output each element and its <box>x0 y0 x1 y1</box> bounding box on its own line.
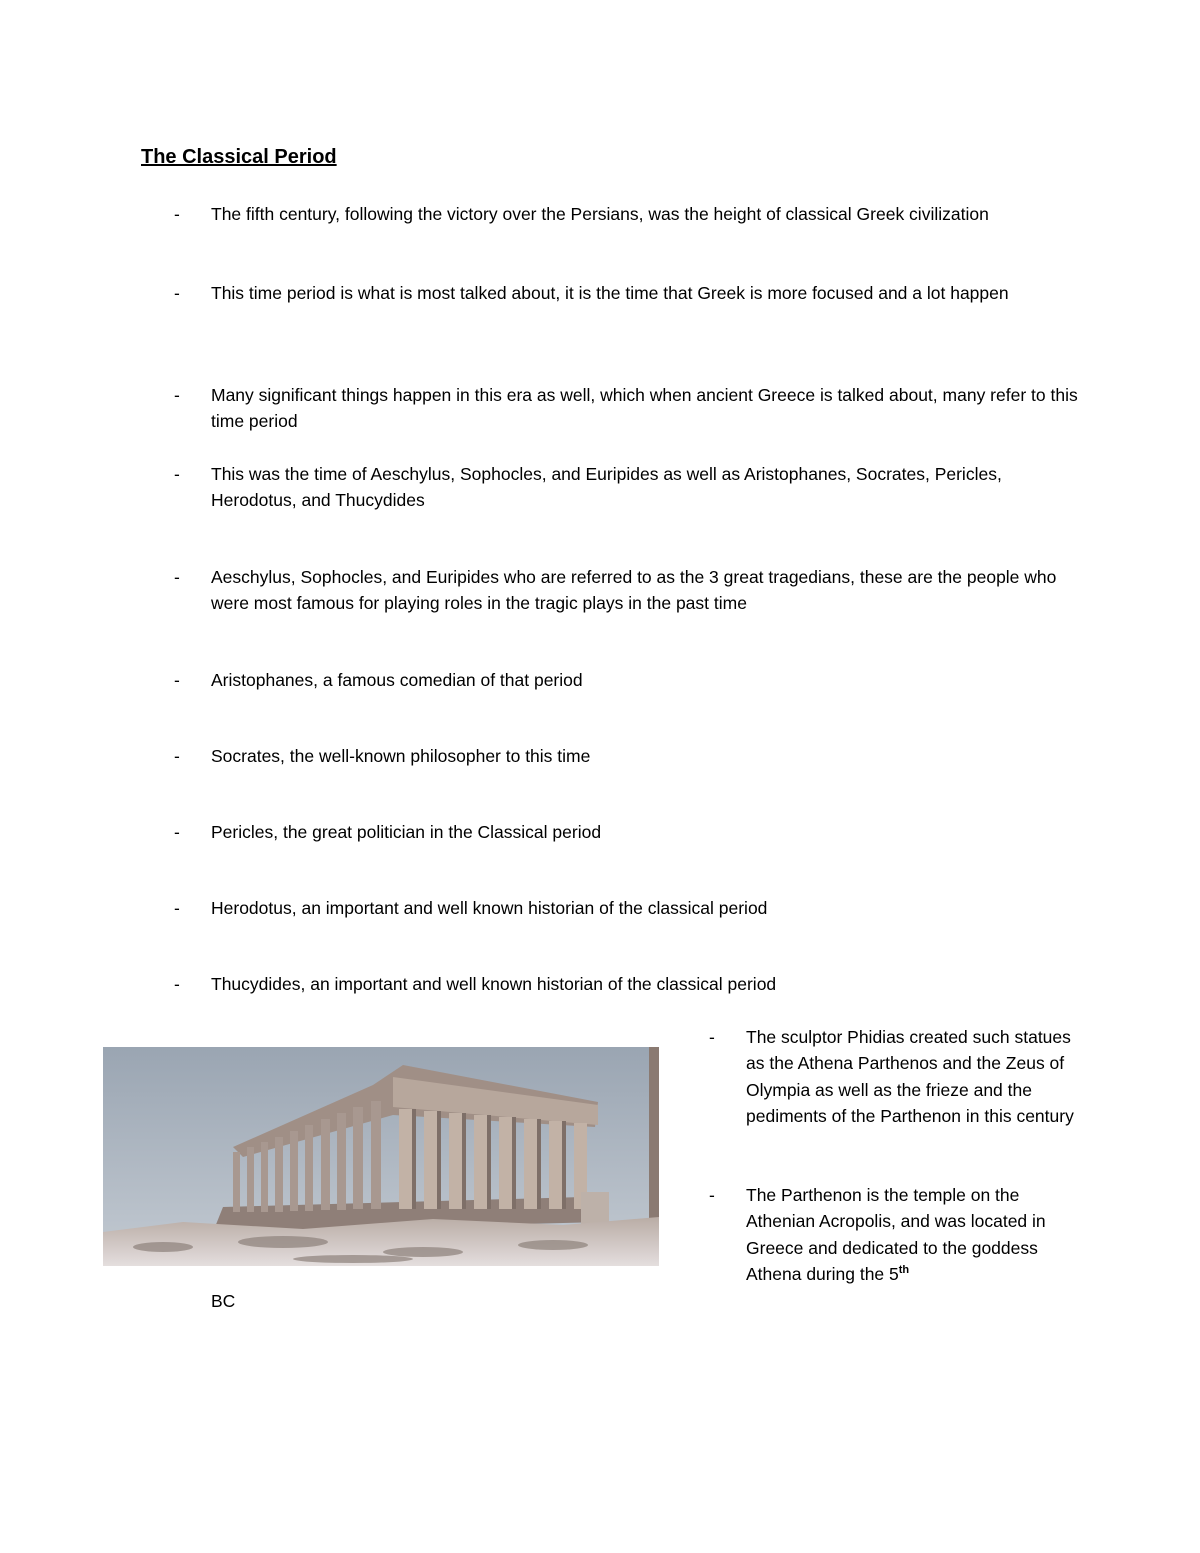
bullet-dash: - <box>709 1027 715 1047</box>
bullet-text: This was the time of Aeschylus, Sophocles, and Euripides as well as Aristophanes, Socrates, Pericles, Herodotus, and Thucydides <box>211 464 1002 510</box>
bullet-dash: - <box>174 385 180 405</box>
bullet-text: Socrates, the well-known philosopher to this time <box>211 746 591 766</box>
bullet-text: The fifth century, following the victory over the Persians, was the height of classical Greek civilization <box>211 204 989 224</box>
bullet-dash: - <box>174 898 180 918</box>
bullet-text: Thucydides, an important and well known historian of the classical period <box>211 974 777 994</box>
bullet-text: Aristophanes, a famous comedian of that period <box>211 670 583 690</box>
bullet-dash: - <box>174 974 180 994</box>
parthenon-image <box>103 1047 659 1266</box>
bullet-dash: - <box>174 283 180 303</box>
bullet-dash: - <box>174 746 180 766</box>
bullet-dash: - <box>174 204 180 224</box>
bullet-dash: - <box>174 670 180 690</box>
page-title: The Classical Period <box>141 146 337 168</box>
bullet-text: Aeschylus, Sophocles, and Euripides who are referred to as the 3 great tragedians, these are the people who were most famous for playing roles in the tragic plays in the past time <box>211 567 1057 613</box>
bullet-dash: - <box>709 1185 715 1205</box>
bullet-dash: - <box>174 464 180 484</box>
bullet-dash: - <box>174 567 180 587</box>
bullet-text-main: The Parthenon is the temple on the Athenian Acropolis, and was located in Greece and dedicated to the goddess Athena during the 5 <box>746 1185 1046 1284</box>
bullet-dash: - <box>174 822 180 842</box>
bullet-text <box>746 1182 1076 1287</box>
superscript: th <box>898 1264 910 1277</box>
bc-text: BC <box>211 1291 236 1311</box>
bullet-text: Many significant things happen in this era as well, which when ancient Greece is talked about, many refer to this time period <box>211 385 1078 431</box>
bullet-text: The sculptor Phidias created such statues as the Athena Parthenos and the Zeus of Olympia as well as the frieze and the pediments of the Parthenon in this century <box>746 1027 1074 1126</box>
bullet-text: Herodotus, an important and well known historian of the classical period <box>211 898 768 918</box>
bullet-text: This time period is what is most talked about, it is the time that Greek is more focused and a lot happen <box>211 283 1009 303</box>
bullet-text: Pericles, the great politician in the Classical period <box>211 822 602 842</box>
